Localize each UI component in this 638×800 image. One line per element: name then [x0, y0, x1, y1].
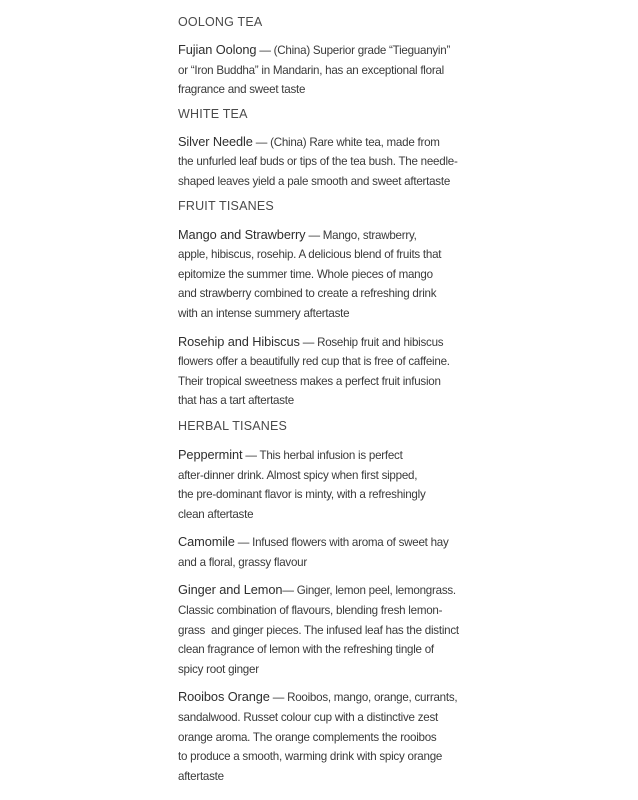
- tea-item-camomile: [178, 532, 478, 572]
- item-description: — Ginger, lemon peel, lemongrass.: [282, 584, 456, 598]
- item-description-line: flowers offer a beautifully red cup that is free of caffeine.: [178, 355, 450, 369]
- item-description: — Infused flowers with aroma of sweet hay: [234, 536, 449, 550]
- section-herbal-tisanes: [178, 418, 478, 787]
- section-oolong-tea: [178, 14, 478, 100]
- item-description: — This herbal infusion is perfect: [242, 448, 403, 462]
- item-name: Silver Needle: [178, 133, 253, 149]
- item-description: — Rosehip fruit and hibiscus: [299, 335, 444, 349]
- item-first-line: [178, 580, 478, 601]
- item-description-line: to produce a smooth, warming drink with spicy orange: [178, 750, 443, 764]
- tea-menu: [178, 14, 478, 786]
- tea-item-rosehip-and-hibiscus: [178, 332, 478, 411]
- item-name: Ginger and Lemon: [178, 582, 283, 598]
- item-description-line: clean fragrance of lemon with the refreshing tingle of: [178, 643, 434, 657]
- section-title: OOLONG TEA: [178, 15, 263, 29]
- item-description-line: the pre-dominant flavor is minty, with a refreshingly: [178, 488, 426, 502]
- item-first-line: [178, 687, 478, 708]
- item-first-line: [178, 532, 478, 553]
- item-first-line: [178, 40, 478, 61]
- item-name: Mango and Strawberry: [178, 226, 306, 242]
- item-description-line: that has a tart aftertaste: [178, 394, 294, 408]
- item-description-line: Their tropical sweetness makes a perfect fruit infusion: [178, 374, 441, 388]
- item-name: Fujian Oolong: [178, 42, 257, 57]
- item-description-line: after-dinner drink. Almost spicy when first sipped,: [178, 468, 418, 482]
- tea-item-rooibos-orange: [178, 687, 478, 786]
- item-description: — Rooibos, mango, orange, currants,: [269, 691, 458, 705]
- tea-item-ginger-and-lemon: [178, 580, 478, 679]
- tea-item-peppermint: [178, 445, 478, 524]
- item-first-line: [178, 332, 478, 353]
- item-description-line: spicy root ginger: [178, 662, 259, 676]
- item-description-line: aftertaste: [178, 769, 224, 783]
- tea-item-mango-and-strawberry: [178, 225, 478, 324]
- section-white-tea: [178, 106, 478, 192]
- item-description-line: Classic combination of flavours, blending fresh lemon-: [178, 604, 443, 618]
- item-description-line: orange aroma. The orange complements the rooibos: [178, 730, 437, 744]
- section-title: HERBAL TISANES: [178, 418, 288, 433]
- item-description: — Mango, strawberry,: [305, 228, 417, 242]
- item-name: Peppermint: [178, 446, 243, 462]
- item-name: Rooibos Orange: [178, 689, 270, 705]
- item-description-line: and a floral, grassy flavour: [178, 555, 307, 569]
- section-fruit-tisanes: [178, 198, 478, 411]
- section-title: FRUIT TISANES: [178, 198, 274, 213]
- tea-item-fujian-oolong: [178, 40, 478, 100]
- item-description-line: clean aftertaste: [178, 507, 254, 521]
- item-name: Camomile: [178, 534, 235, 550]
- item-description-line: the unfurled leaf buds or tips of the tea bush. The needle-: [178, 155, 458, 169]
- item-first-line: [178, 225, 478, 246]
- item-description-line: with an intense summery aftertaste: [178, 306, 350, 320]
- tea-item-silver-needle: [178, 132, 478, 192]
- item-description: — (China) Superior grade “Tieguanyin”: [256, 44, 451, 57]
- item-first-line: [178, 132, 478, 153]
- item-description-line: grass and ginger pieces. The infused leaf has the distinct: [178, 623, 459, 637]
- item-description-line: sandalwood. Russet colour cup with a distinctive zest: [178, 711, 438, 725]
- item-name: Rosehip and Hibiscus: [178, 333, 300, 349]
- item-description: — (China) Rare white tea, made from: [252, 135, 440, 149]
- item-first-line: [178, 445, 478, 466]
- section-title: WHITE TEA: [178, 106, 248, 121]
- item-description-line: fragrance and sweet taste: [178, 83, 306, 97]
- item-description-line: apple, hibiscus, rosehip. A delicious blend of fruits that: [178, 248, 442, 262]
- item-description-line: shaped leaves yield a pale smooth and sweet aftertaste: [178, 174, 451, 188]
- item-description-line: and strawberry combined to create a refreshing drink: [178, 287, 437, 301]
- item-description-line: epitomize the summer time. Whole pieces of mango: [178, 267, 433, 281]
- item-description-line: or “Iron Buddha” in Mandarin, has an exceptional floral: [178, 63, 444, 77]
